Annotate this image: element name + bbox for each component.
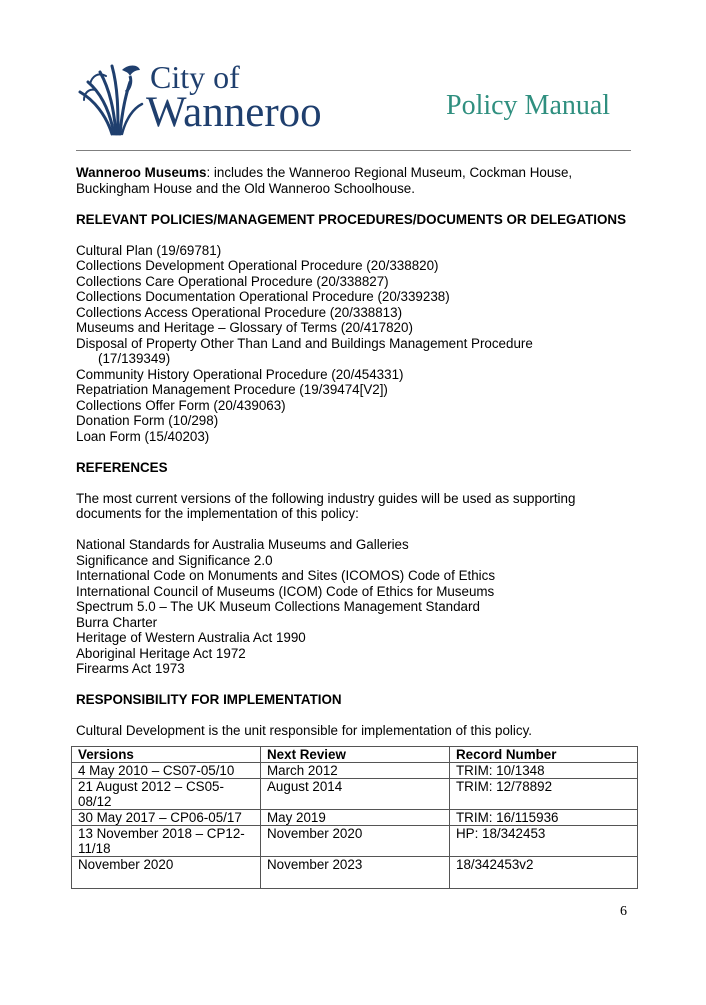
museums-definition bbox=[76, 165, 636, 196]
list-item: Spectrum 5.0 – The UK Museum Collections Management Standard bbox=[76, 599, 480, 614]
list-item: Heritage of Western Australia Act 1990 bbox=[76, 630, 306, 645]
references-intro: The most current versions of the following industry guides will be used as supporting documents for the implementation of this policy: bbox=[76, 490, 576, 521]
list-item: Collections Documentation Operational Procedure (20/339238) bbox=[76, 289, 450, 304]
city-logo bbox=[76, 60, 328, 138]
table-cell: November 2020 bbox=[72, 857, 261, 889]
list-item: International Code on Monuments and Sites (ICOMOS) Code of Ethics bbox=[76, 568, 496, 583]
table-row bbox=[72, 826, 638, 857]
responsibility-heading: RESPONSIBILITY FOR IMPLEMENTATION bbox=[76, 692, 342, 707]
table-row bbox=[72, 857, 638, 889]
list-item: Repatriation Management Procedure (19/39474[V2]) bbox=[76, 382, 388, 397]
table-cell: November 2023 bbox=[261, 857, 450, 889]
table-cell: 13 November 2018 – CP12-11/18 bbox=[72, 826, 261, 857]
list-item: International Council of Museums (ICOM) Code of Ethics for Museums bbox=[76, 583, 495, 599]
swan-emblem-icon bbox=[76, 60, 146, 136]
logo-city-of: City of bbox=[150, 59, 240, 95]
list-item: (17/139349) bbox=[98, 351, 171, 366]
list-item: Loan Form (15/40203) bbox=[76, 428, 210, 444]
table-cell: November 2020 bbox=[261, 826, 450, 857]
list-item: Collections Development Operational Procedure (20/338820) bbox=[76, 258, 439, 273]
list-item: Donation Form (10/298) bbox=[76, 413, 219, 428]
references-list bbox=[76, 537, 636, 677]
definition-text: : includes the Wanneroo Regional Museum, Cockman House, Buckingham House and the Old Wanneroo Schoolhouse. bbox=[76, 165, 573, 196]
relevant-heading: RELEVANT POLICIES/MANAGEMENT PROCEDURES/DOCUMENTS OR DELEGATIONS bbox=[76, 211, 627, 227]
list-item: Burra Charter bbox=[76, 614, 158, 630]
table-cell: May 2019 bbox=[261, 810, 450, 826]
policy-manual-title: Policy Manual bbox=[446, 90, 611, 121]
list-item: Firearms Act 1973 bbox=[76, 661, 185, 676]
references-heading: REFERENCES bbox=[76, 459, 168, 475]
table-cell: TRIM: 10/1348 bbox=[450, 763, 638, 779]
list-item: Collections Care Operational Procedure (20/338827) bbox=[76, 273, 389, 289]
header-divider bbox=[76, 150, 631, 151]
list-item: Community History Operational Procedure (20/454331) bbox=[76, 366, 404, 382]
logo-wanneroo: Wanneroo bbox=[146, 89, 322, 136]
list-item: Disposal of Property Other Than Land and Buildings Management Procedure bbox=[76, 335, 533, 351]
list-item: Cultural Plan (19/69781) bbox=[76, 242, 222, 258]
table-row bbox=[72, 810, 638, 826]
responsibility-text: Cultural Development is the unit responsible for implementation of this policy. bbox=[76, 723, 533, 738]
list-item: Collections Offer Form (20/439063) bbox=[76, 397, 286, 413]
column-header: Versions bbox=[72, 747, 261, 763]
list-item: National Standards for Australia Museums and Galleries bbox=[76, 537, 409, 552]
table-row bbox=[72, 763, 638, 779]
document-body bbox=[76, 165, 636, 739]
list-item: Significance and Significance 2.0 bbox=[76, 552, 273, 568]
list-item: Museums and Heritage – Glossary of Terms (20/417820) bbox=[76, 320, 413, 335]
table-cell: 21 August 2012 – CS05-08/12 bbox=[72, 779, 261, 810]
column-header: Next Review bbox=[261, 747, 450, 763]
definition-term: Wanneroo Museums bbox=[76, 165, 207, 180]
table-cell: TRIM: 16/115936 bbox=[450, 810, 638, 826]
versions-table bbox=[71, 746, 638, 889]
table-row bbox=[72, 779, 638, 810]
column-header: Record Number bbox=[450, 747, 638, 763]
table-cell: 4 May 2010 – CS07-05/10 bbox=[72, 763, 261, 779]
table-cell: 18/342453v2 bbox=[450, 857, 638, 889]
page-header bbox=[0, 0, 706, 152]
list-item: Collections Access Operational Procedure (20/338813) bbox=[76, 304, 403, 320]
table-header-row bbox=[72, 747, 638, 763]
relevant-list bbox=[76, 243, 636, 445]
table-cell: HP: 18/342453 bbox=[450, 826, 638, 857]
page-number: 6 bbox=[620, 904, 627, 919]
table-cell: August 2014 bbox=[261, 779, 450, 810]
list-item: Aboriginal Heritage Act 1972 bbox=[76, 645, 246, 661]
table-cell: 30 May 2017 – CP06-05/17 bbox=[72, 810, 261, 826]
table-cell: TRIM: 12/78892 bbox=[450, 779, 638, 810]
table-cell: March 2012 bbox=[261, 763, 450, 779]
